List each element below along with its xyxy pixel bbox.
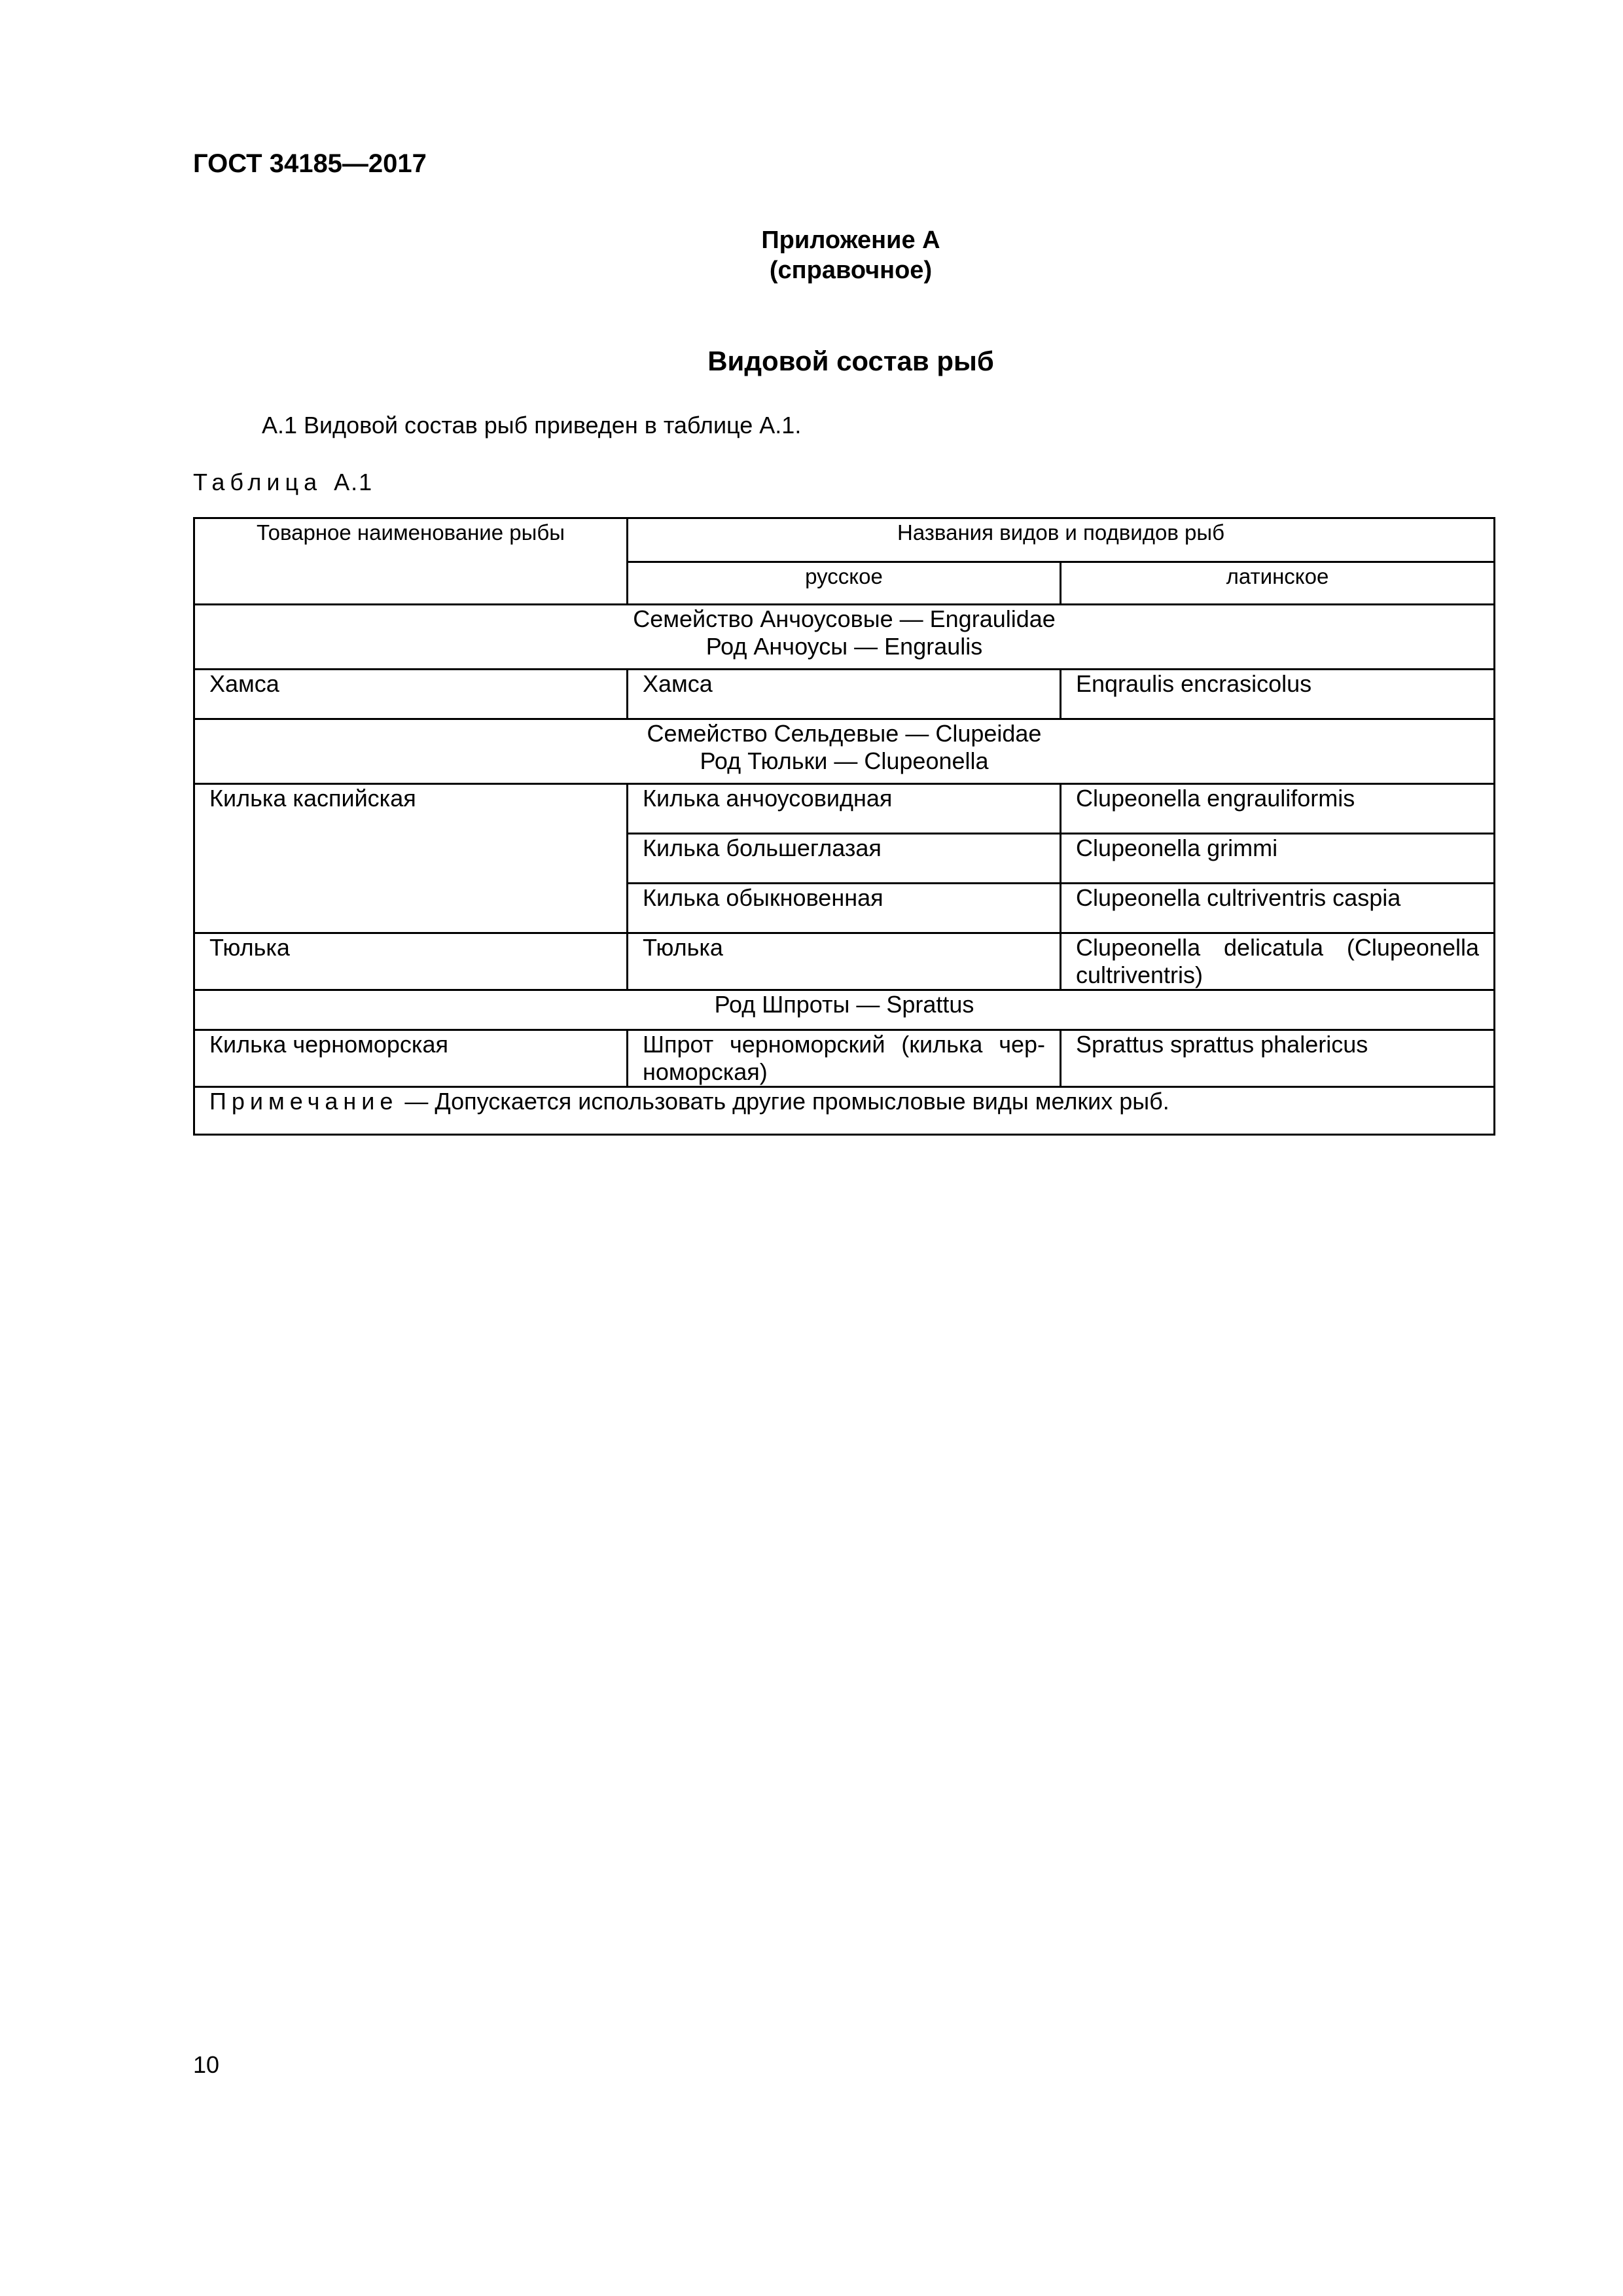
cell-russian-name: Килька большеглазая [628, 834, 1061, 884]
cell-latin-name: Clupeonella cultriventris caspia [1061, 884, 1495, 933]
group-row [194, 990, 1495, 1030]
group-row [194, 719, 1495, 784]
cell-russian-name: Шпрот черноморский (килька чер-номорская) [628, 1030, 1061, 1087]
appendix-type: (справочное) [769, 257, 933, 284]
cell-latin-name: Sprattus sprattus phalericus [1061, 1030, 1495, 1087]
cell-russian-name: Хамса [628, 670, 1061, 719]
group-genus-label: Род Тюльки — Clupeonella [700, 747, 989, 774]
group-family-label: Семейство Сельдевые — Clupeidae [647, 720, 1042, 747]
group-family-label: Семейство Анчоусовые — Engraulidae [633, 605, 1056, 632]
cell-trade-name: Килька черноморская [194, 1030, 628, 1087]
note-label: Примечание [209, 1088, 399, 1115]
group-genus-label: Род Шпроты — Sprattus [714, 991, 974, 1018]
cell-russian-name: Килька обыкновенная [628, 884, 1061, 933]
table-row [194, 933, 1495, 990]
section-title: Видовой состав рыб [707, 346, 994, 376]
header-russian: русское [628, 562, 1061, 605]
cell-latin-name: Clupeonella grimmi [1061, 834, 1495, 884]
cell-russian-name: Тюлька [628, 933, 1061, 990]
intro-paragraph: А.1 Видовой состав рыб приведен в таблице А.1. [262, 412, 802, 439]
header-species-names: Названия видов и подвидов рыб [628, 518, 1495, 562]
cell-trade-name: Килька каспийская [194, 784, 628, 933]
table-row [194, 1030, 1495, 1087]
document-number: ГОСТ 34185—2017 [193, 149, 427, 178]
species-table [193, 517, 1495, 1136]
note-text: — Допускается использовать другие промысловые виды мелких рыб. [398, 1088, 1169, 1115]
header-trade-name: Товарное наименование рыбы [194, 518, 628, 605]
cell-latin-name: Clupeonella engrauliformis [1061, 784, 1495, 834]
cell-russian-name: Килька анчоусовидная [628, 784, 1061, 834]
cell-latin-name: Clupeonella delicatula (Clupeonella cultriventris) [1061, 933, 1495, 990]
table-row [194, 784, 1495, 834]
appendix-heading [0, 225, 1623, 285]
group-row [194, 605, 1495, 670]
appendix-title: Приложение А [761, 226, 940, 254]
table-caption-number: А.1 [334, 469, 374, 495]
group-genus-label: Род Анчоусы — Engraulis [705, 633, 983, 660]
cell-latin-name: Enqraulis encrasicolus [1061, 670, 1495, 719]
table-header-row [194, 518, 1495, 562]
cell-trade-name: Хамса [194, 670, 628, 719]
table-caption-word: Таблица [193, 469, 323, 495]
header-latin: латинское [1061, 562, 1495, 605]
table-row [194, 670, 1495, 719]
page-number: 10 [193, 2051, 220, 2078]
table-note-row [194, 1087, 1495, 1135]
cell-trade-name: Тюлька [194, 933, 628, 990]
table-caption [193, 468, 373, 497]
